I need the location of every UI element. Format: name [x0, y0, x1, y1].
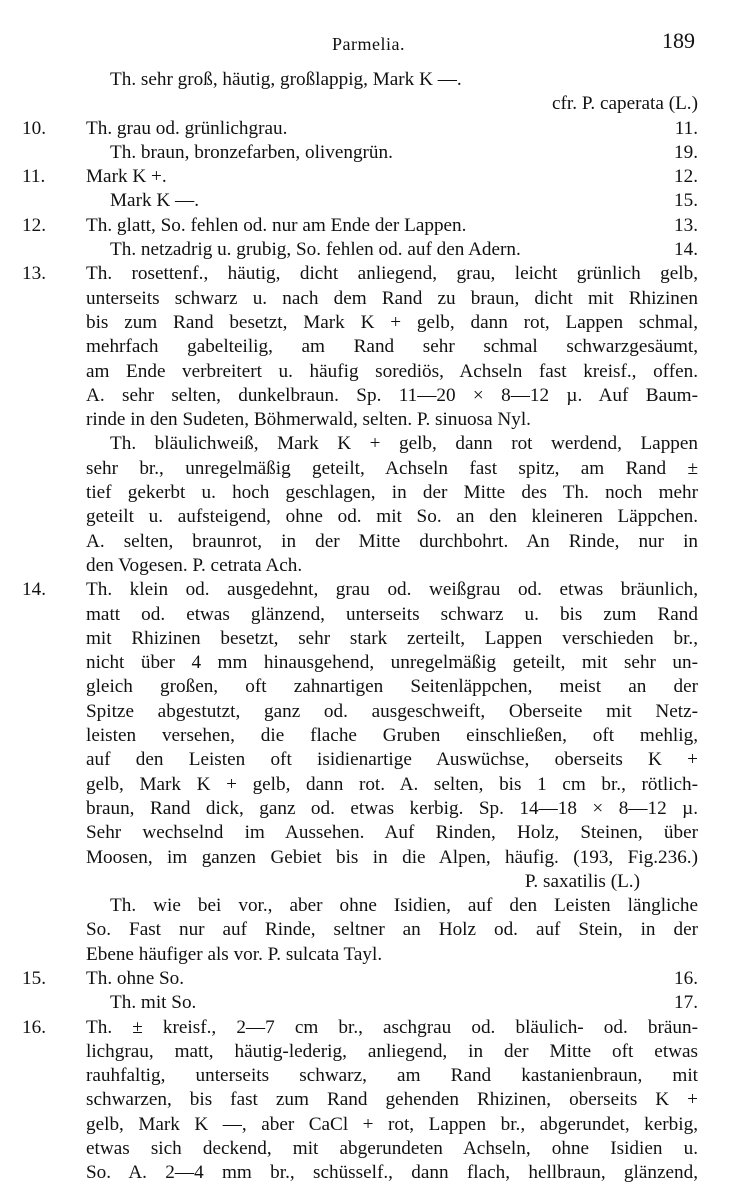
line-text: Mark K —.	[110, 190, 199, 212]
line-text: Mark K +.	[86, 166, 167, 188]
line-text: Th. braun, bronzefarben, olivengrün.	[110, 141, 393, 163]
line-text: Th. bläulichweiß, Mark K + gelb, dann rot werdend, Lappen	[110, 433, 698, 455]
text-line	[22, 773, 698, 797]
text-line	[22, 578, 698, 602]
text-line	[22, 1161, 698, 1185]
couplet-number: 13.	[22, 263, 46, 285]
text-line	[22, 748, 698, 772]
line-text: Th. mit So.	[110, 992, 197, 1014]
line-text: Th. netzadrig u. grubig, So. fehlen od. auf den Adern.	[110, 239, 521, 261]
line-text: Th. sehr groß, häutig, großlappig, Mark K —.	[110, 69, 462, 90]
line-text: braun, Rand dick, ganz od. etwas kerbig. Sp. 14—18 × 8—12 µ.	[86, 797, 698, 819]
text-line	[22, 335, 698, 359]
line-text: A. selten, braunrot, in der Mitte durchbohrt. An Rinde, nur in	[86, 530, 698, 552]
text-line	[22, 991, 698, 1015]
line-text: matt od. etwas glänzend, unterseits schwarz u. bis zum Rand	[86, 603, 698, 625]
text-line	[22, 238, 698, 262]
text-line	[22, 1064, 698, 1088]
text-line	[22, 603, 698, 627]
couplet-number: 11.	[22, 166, 46, 188]
text-line	[22, 943, 698, 967]
text-line	[22, 651, 698, 675]
species-name: cfr. P. caperata (L.)	[552, 93, 698, 115]
species-name: P. saxatilis (L.)	[524, 870, 640, 892]
line-text: gelb, Mark K + gelb, dann rot. A. selten, bis 1 cm br., rötlich-	[86, 773, 698, 795]
line-text: Th. rosettenf., häutig, dicht anliegend, grau, leicht grünlich gelb,	[86, 263, 698, 285]
text-line	[22, 1137, 698, 1161]
text-line	[22, 1040, 698, 1064]
line-text: etwas sich deckend, mit abgerundeten Achseln, ohne Isidien u.	[86, 1138, 698, 1160]
page-header	[0, 28, 737, 60]
text-line	[22, 311, 698, 335]
couplet-number: 16.	[22, 1016, 46, 1038]
line-text: auf den Leisten oft isidienartige Auswüchse, oberseits K +	[86, 749, 698, 771]
running-title: Parmelia.	[332, 34, 405, 54]
lead-reference: 12.	[674, 166, 698, 188]
lead-reference: 14.	[674, 239, 698, 261]
line-text: Th. grau od. grünlichgrau.	[86, 117, 288, 139]
lead-reference: 16.	[674, 967, 698, 989]
lead-reference: 13.	[674, 214, 698, 236]
line-text: Sehr wechselnd im Aussehen. Auf Rinden, Holz, Steinen, über	[86, 822, 698, 844]
text-line	[22, 481, 698, 505]
line-text: am Ende verbreitert u. häufig sorediös, Achseln fast kreisf., offen.	[86, 360, 698, 382]
lead-reference: 15.	[674, 190, 698, 212]
line-text: So. Fast nur auf Rinde, seltner an Holz od. auf Stein, in der	[86, 919, 698, 941]
text-line	[22, 675, 698, 699]
text-line	[22, 1113, 698, 1137]
text-line	[22, 189, 698, 213]
text-line	[22, 68, 698, 92]
text-line	[22, 214, 698, 238]
line-text: gleich großen, oft zahnartigen Seitenläppchen, meist an der	[86, 676, 698, 698]
line-text: bis zum Rand besetzt, Mark K + gelb, dann rot, Lappen schmal,	[86, 311, 698, 333]
text-line	[22, 262, 698, 286]
line-text: den Vogesen. P. cetrata Ach.	[86, 554, 303, 576]
line-text: unterseits schwarz u. nach dem Rand zu braun, dicht mit Rhizinen	[86, 287, 698, 309]
text-line	[22, 1088, 698, 1112]
text-line	[22, 1016, 698, 1040]
text-line	[22, 165, 698, 189]
text-line	[22, 724, 698, 748]
text-line	[22, 384, 698, 408]
line-text: lichgrau, matt, häutig-lederig, anliegend, in der Mitte oft etwas	[86, 1040, 698, 1062]
line-text: rauhfaltig, unterseits schwarz, am Rand kastanienbraun, mit	[86, 1065, 698, 1087]
line-text: geteilt u. aufsteigend, ohne od. mit So. an den kleineren Läppchen.	[86, 506, 698, 528]
couplet-number: 12.	[22, 214, 46, 236]
line-text: schwarzen, bis fast zum Rand gehenden Rhizinen, oberseits K +	[86, 1089, 698, 1111]
line-text: mit Rhizinen besetzt, sehr stark zerteilt, Lappen verschieden br.,	[86, 627, 698, 649]
line-text: leisten versehen, die flache Gruben einschließen, oft mehlig,	[86, 725, 698, 747]
text-line	[22, 117, 698, 141]
line-text: mehrfach gabelteilig, am Rand sehr schmal schwarzgesäumt,	[86, 336, 698, 358]
text-line	[22, 797, 698, 821]
lead-reference: 19.	[674, 141, 698, 163]
text-line	[22, 432, 698, 456]
text-line	[22, 408, 698, 432]
line-text: Th. wie bei vor., aber ohne Isidien, auf den Leisten längliche	[110, 895, 698, 917]
text-line	[22, 554, 698, 578]
page-number: 189	[662, 28, 695, 53]
text-line	[22, 918, 698, 942]
line-text: rinde in den Sudeten, Böhmerwald, selten. P. sinuosa Nyl.	[86, 409, 531, 431]
text-line	[22, 530, 698, 554]
line-text: Moosen, im ganzen Gebiet bis in die Alpen, häufig. (193, Fig.236.)	[86, 846, 698, 868]
couplet-number: 15.	[22, 967, 46, 989]
line-text: tief gekerbt u. hoch geschlagen, in der Mitte des Th. noch mehr	[86, 482, 698, 504]
text-line	[22, 894, 698, 918]
key-text	[22, 68, 698, 1186]
text-line	[22, 141, 698, 165]
line-text: So. A. 2—4 mm br., schüsself., dann flach, hellbraun, glänzend,	[86, 1162, 698, 1184]
line-text: Th. ohne So.	[86, 967, 185, 989]
line-text: nicht über 4 mm hinausgehend, unregelmäßig geteilt, mit sehr un-	[86, 652, 698, 674]
line-text: Ebene häufiger als vor. P. sulcata Tayl.	[86, 943, 383, 965]
couplet-number: 10.	[22, 117, 46, 139]
text-line	[22, 505, 698, 529]
text-line	[22, 627, 698, 651]
line-text: A. sehr selten, dunkelbraun. Sp. 11—20 × 8—12 µ. Auf Baum-	[86, 384, 698, 406]
line-text: Th. glatt, So. fehlen od. nur am Ende der Lappen.	[86, 214, 467, 236]
text-line	[22, 846, 698, 870]
text-line	[22, 870, 698, 894]
lead-reference: 17.	[674, 992, 698, 1014]
text-line	[22, 360, 698, 384]
text-line	[22, 700, 698, 724]
line-text: gelb, Mark K —, aber CaCl + rot, Lappen br., abgerundet, kerbig,	[86, 1113, 698, 1135]
line-text: sehr br., unregelmäßig geteilt, Achseln fast spitz, am Rand ±	[86, 457, 698, 479]
text-line	[22, 821, 698, 845]
line-text: Spitze abgestutzt, ganz od. ausgeschweift, Oberseite mit Netz-	[86, 700, 698, 722]
line-text: Th. klein od. ausgedehnt, grau od. weißgrau od. etwas bräunlich,	[86, 579, 698, 601]
text-line	[22, 287, 698, 311]
text-line	[22, 967, 698, 991]
lead-reference: 11.	[674, 117, 698, 139]
couplet-number: 14.	[22, 579, 46, 601]
line-text: Th. ± kreisf., 2—7 cm br., aschgrau od. bläulich- od. bräun-	[86, 1016, 698, 1038]
text-line	[22, 457, 698, 481]
text-line	[22, 92, 698, 116]
